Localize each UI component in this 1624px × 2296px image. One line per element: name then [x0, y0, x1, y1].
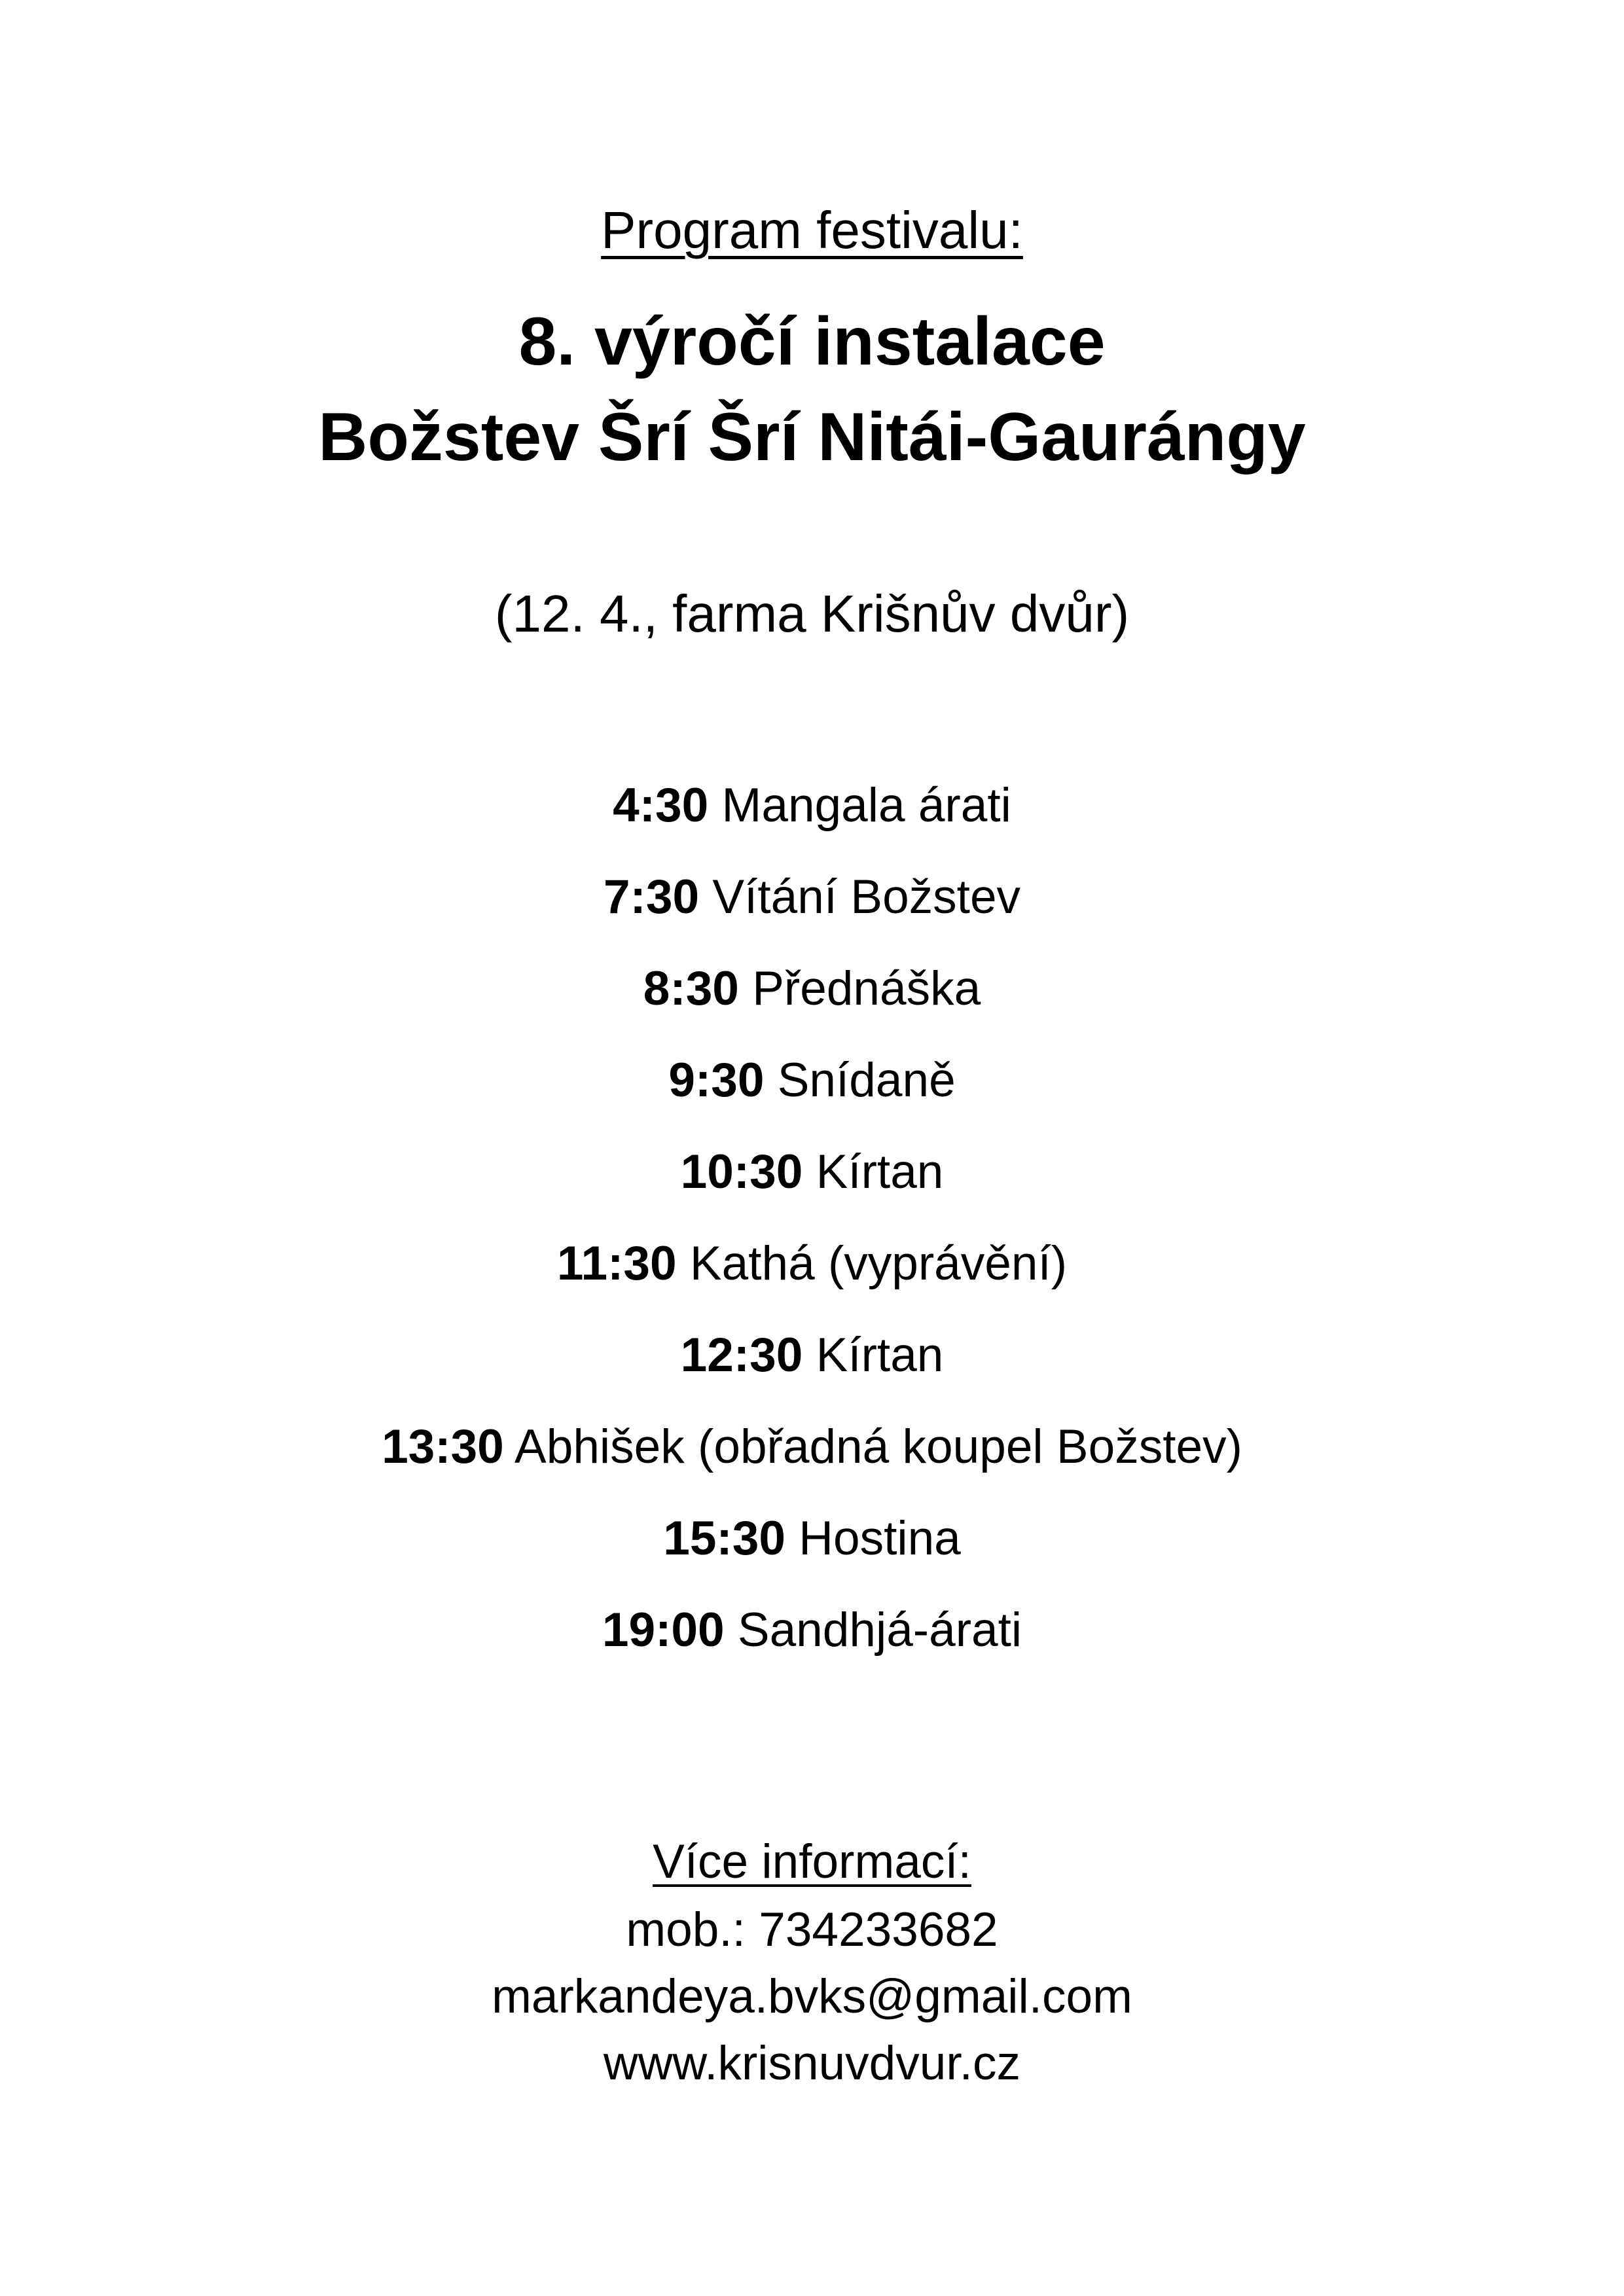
- schedule-event: Přednáška: [752, 962, 981, 1015]
- title-line-1: 8. výročí instalace: [518, 304, 1106, 380]
- schedule-item: [0, 870, 1624, 924]
- contact-phone: mob.: 734233682: [626, 1903, 998, 1956]
- schedule-event: Hostina: [799, 1512, 961, 1565]
- schedule-item: [0, 962, 1624, 1015]
- schedule-event: Mangala árati: [721, 779, 1011, 832]
- schedule-event: Vítání Božstev: [712, 870, 1021, 924]
- schedule-item: [0, 779, 1624, 832]
- schedule-time: 15:30: [663, 1512, 785, 1565]
- contact-email[interactable]: markandeya.bvks@gmail.com: [492, 1970, 1132, 2023]
- schedule-time: 13:30: [382, 1420, 504, 1473]
- title-line-2: Božstev Šrí Šrí Nitái-Gaurángy: [318, 399, 1306, 475]
- schedule-time: 4:30: [613, 779, 709, 832]
- schedule-event: Sandhjá-árati: [737, 1604, 1022, 1657]
- schedule-time: 7:30: [603, 870, 700, 924]
- schedule-item: [0, 1512, 1624, 1565]
- more-info-heading: Více informací:: [653, 1835, 971, 1888]
- schedule-item: [0, 1604, 1624, 1657]
- schedule-item: [0, 1145, 1624, 1198]
- contact-website[interactable]: www.krisnuvdvur.cz: [604, 2037, 1020, 2090]
- schedule-time: 11:30: [556, 1237, 677, 1290]
- schedule-time: 19:00: [602, 1604, 725, 1657]
- schedule-event: Abhišek (obřadná koupel Božstev): [514, 1420, 1242, 1473]
- schedule-item: [0, 1237, 1624, 1290]
- schedule-item: [0, 1420, 1624, 1473]
- schedule-time: 8:30: [643, 962, 739, 1015]
- schedule-time: 9:30: [668, 1054, 765, 1107]
- schedule-item: [0, 1054, 1624, 1107]
- schedule-event: Kírtan: [816, 1329, 944, 1382]
- program-heading: Program festivalu:: [601, 201, 1023, 259]
- date-location: (12. 4., farma Krišnův dvůr): [494, 584, 1130, 643]
- schedule-time: 10:30: [680, 1145, 803, 1198]
- schedule-item: [0, 1329, 1624, 1382]
- schedule-event: Snídaně: [777, 1054, 956, 1107]
- schedule-event: Kathá (vyprávění): [689, 1237, 1068, 1290]
- schedule-time: 12:30: [680, 1329, 803, 1382]
- schedule-event: Kírtan: [816, 1145, 944, 1198]
